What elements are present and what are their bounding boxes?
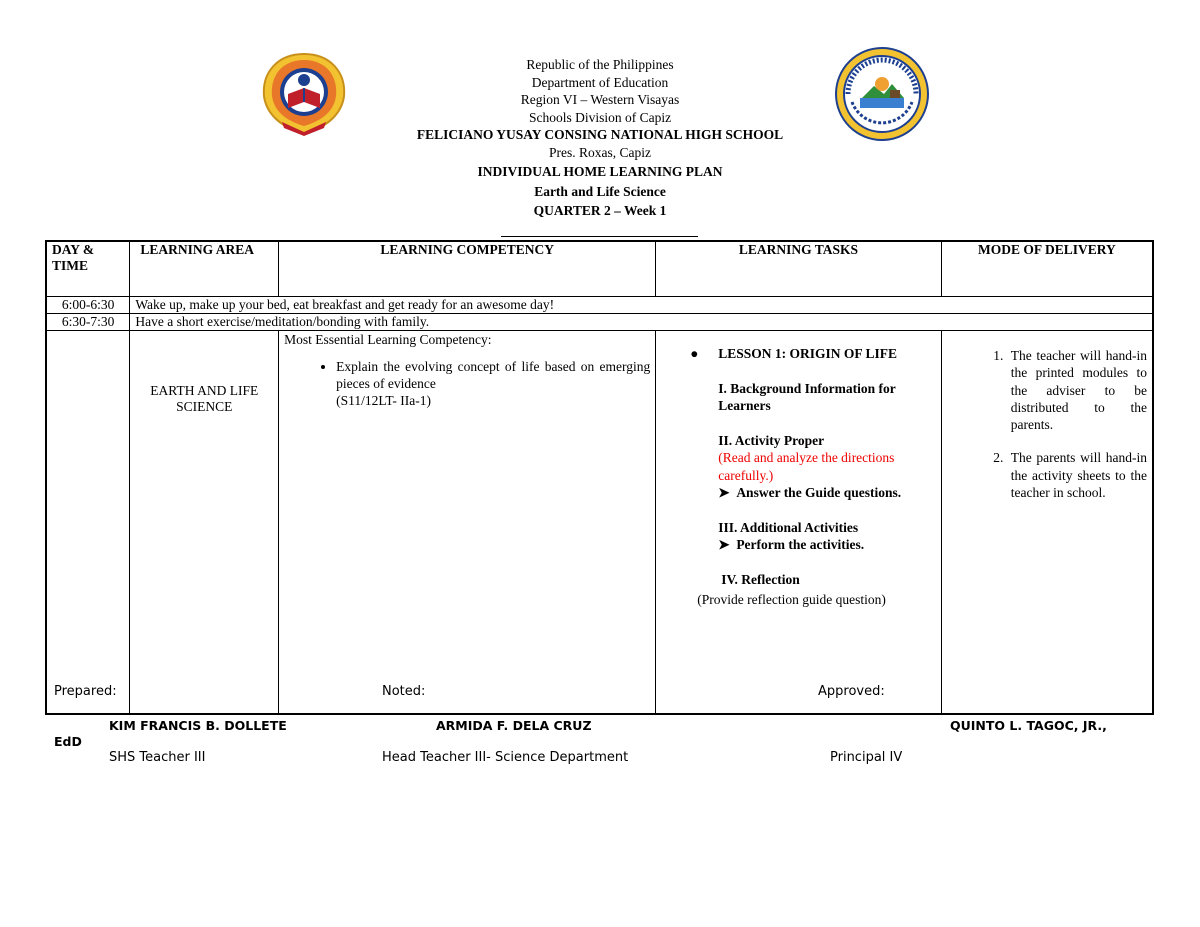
school-name: FELICIANO YUSAY CONSING NATIONAL HIGH SCHOOL [416,127,784,142]
main-time-cell [46,331,130,715]
document-header [0,56,1200,220]
table-header-row [46,241,1153,297]
table-row-main [46,331,1153,715]
prepared-suffix: EdD [54,734,82,749]
prepared-title: SHS Teacher III [109,750,206,765]
noted-name: ARMIDA F. DELA CRUZ [436,718,592,733]
approved-name: QUINTO L. TAGOC, JR., [950,718,1107,733]
competency-list [284,358,650,409]
delivery-item: 2. The parents will hand-in the activity sheets to the teacher in school. [1007,449,1147,501]
section-reflection: IV. Reflection [721,571,800,587]
learning-area-cell [130,331,279,715]
prepared-label: Prepared: [54,684,117,699]
learning-area-text: EARTH AND LIFE SCIENCE [150,383,259,414]
competency-code: (S11/12LT- IIa-1) [336,393,432,408]
delivery-list [947,347,1147,501]
row-activity: Have a short exercise/meditation/bonding with family. [130,314,1153,331]
arrow-bullet-icon: ➤ [718,537,730,552]
table-row [46,297,1153,314]
section-activity-proper: II. Activity Proper [718,432,825,448]
header-divider [501,236,698,237]
competency-item: • Explain the evolving concept of life based on emerging pieces of evidence (S11/12LT- IIa-1) [336,358,650,409]
subject-title: Earth and Life Science [534,183,666,199]
learning-plan-table [45,240,1154,715]
competency-cell [279,331,656,715]
row-time: 6:30-7:30 [46,314,130,331]
activity-task: ➤ Answer the Guide questions. [718,485,902,500]
mode-of-delivery-cell [941,331,1153,715]
bullet-icon: ● [690,346,699,361]
competency-heading: Most Essential Learning Competency: [284,332,492,347]
school-address: Pres. Roxas, Capiz [549,144,651,160]
republic-line: Republic of the Philippines [526,57,674,72]
approved-label: Approved: [818,684,885,699]
arrow-bullet-icon: ➤ [718,485,730,500]
header-mode-of-delivery: MODE OF DELIVERY [941,241,1153,297]
lesson-title: ● LESSON 1: ORIGIN OF LIFE [690,346,898,361]
region-line: Region VI – Western Visayas [520,92,680,107]
noted-title: Head Teacher III- Science Department [382,750,629,765]
quarter-title: QUARTER 2 – Week 1 [533,203,667,218]
department-line: Department of Education [531,74,669,90]
header-day-time: DAY & TIME [46,241,130,297]
row-activity: Wake up, make up your bed, eat breakfast and get ready for an awesome day! [130,297,1153,314]
header-learning-tasks: LEARNING TASKS [656,241,941,297]
header-learning-competency: LEARNING COMPETENCY [279,241,656,297]
section-background: I. Background Information for Learners [718,380,896,413]
prepared-name: KIM FRANCIS B. DOLLETE [109,718,287,733]
approved-title: Principal IV [830,750,903,765]
plan-title: INDIVIDUAL HOME LEARNING PLAN [477,164,723,179]
table-row [46,314,1153,331]
learning-tasks-cell [656,331,941,715]
reflection-note: (Provide reflection guide question) [697,592,886,607]
section-additional-activities: III. Additional Activities [718,519,859,535]
additional-task: ➤ Perform the activities. [718,537,865,552]
activity-note: (Read and analyze the directions carefully.) [718,450,895,483]
division-line: Schools Division of Capiz [528,109,672,125]
noted-label: Noted: [382,684,426,699]
row-time: 6:00-6:30 [46,297,130,314]
delivery-item: 1. The teacher will hand-in the printed modules to the adviser to be distributed to the parents. [1007,347,1147,433]
header-learning-area: LEARNING AREA [130,241,279,297]
